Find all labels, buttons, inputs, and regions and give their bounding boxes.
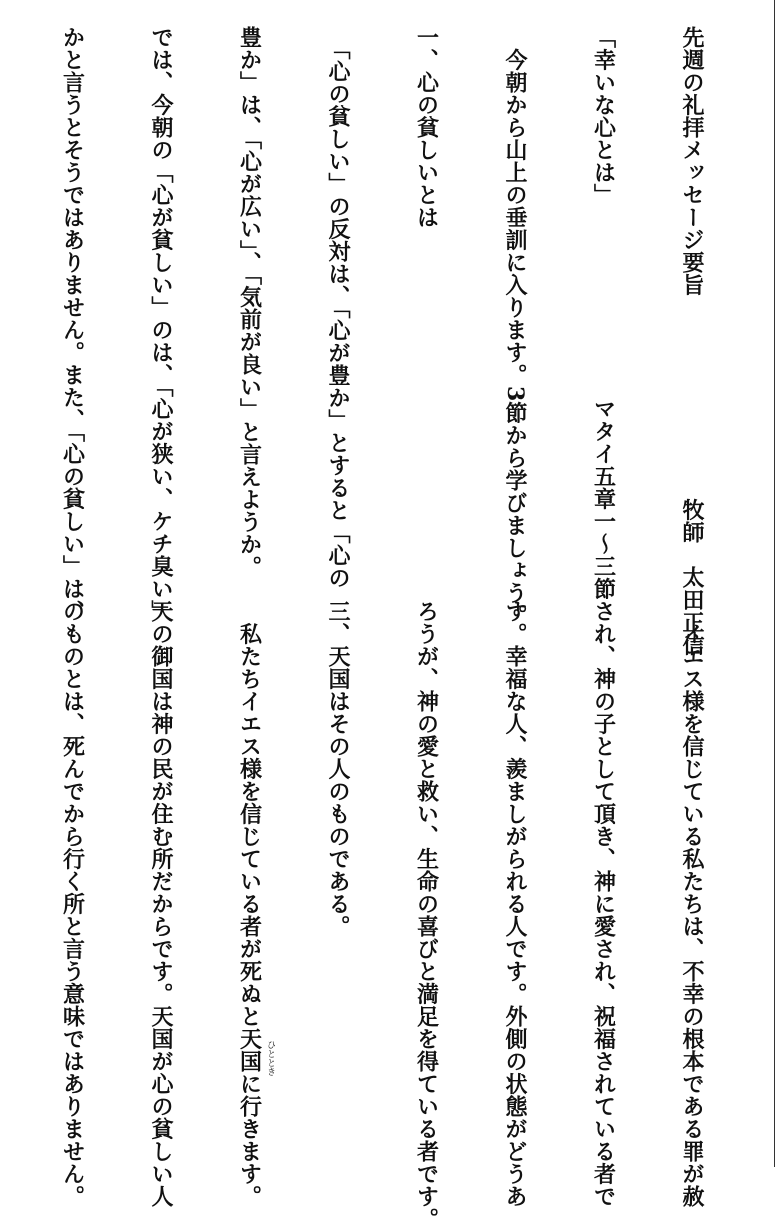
- section-heading: 三、天国はその人のものである。: [325, 600, 351, 938]
- header-line: 先週の礼拝メッセージ要旨 牧師 太田正信: [679, 26, 705, 656]
- body-line: 私たちイエス様を信じている者が死ぬと天国に行きます。: [236, 600, 263, 1208]
- body-line: では、今朝の「心が貧しい」のは、「心が狭い、ケチ臭い」: [148, 26, 174, 623]
- body-line: のものとは、死んでから行く所と言う意味ではありません。: [59, 600, 86, 1208]
- body-line: かと言うとそうではありません。また、「心の貧しい」は、: [59, 26, 86, 623]
- body-line: す。幸福な人、羨ましがられる人です。外側の状態がどうあ: [502, 600, 528, 1208]
- sermon-lower-section: [5, 600, 765, 1230]
- sermon-title-line: 「幸いな心とは」 マタイ五章一～三節: [590, 26, 617, 600]
- body-line: 豊か」は、「心が広い」、「気前が良い」と言えようか。: [236, 26, 263, 578]
- ruby-annotation: ひととき: [265, 1040, 275, 1076]
- sermon-upper-section: [5, 26, 765, 656]
- section-heading: 一、心の貧しいとは: [413, 26, 440, 229]
- body-line: 今朝から山上の垂訓に入ります。3節から学びましょう。: [502, 26, 528, 627]
- page-edge-line: [774, 0, 775, 1167]
- body-line: イエス様を信じている私たちは、不幸の根本である罪が赦: [679, 600, 705, 1208]
- body-line: され、神の子として頂き、神に愛され、祝福されている者で: [590, 600, 617, 1208]
- body-line: 天の御国は神の民が住む所だからです。天国が心の貧しい人: [148, 600, 174, 1208]
- body-line: ろうが、神の愛と救い、生命の喜びと満足を得ている者です。: [413, 600, 440, 1230]
- body-line: 「心の貧しい」の反対は、「心が豊か」とすると「心の: [325, 26, 351, 589]
